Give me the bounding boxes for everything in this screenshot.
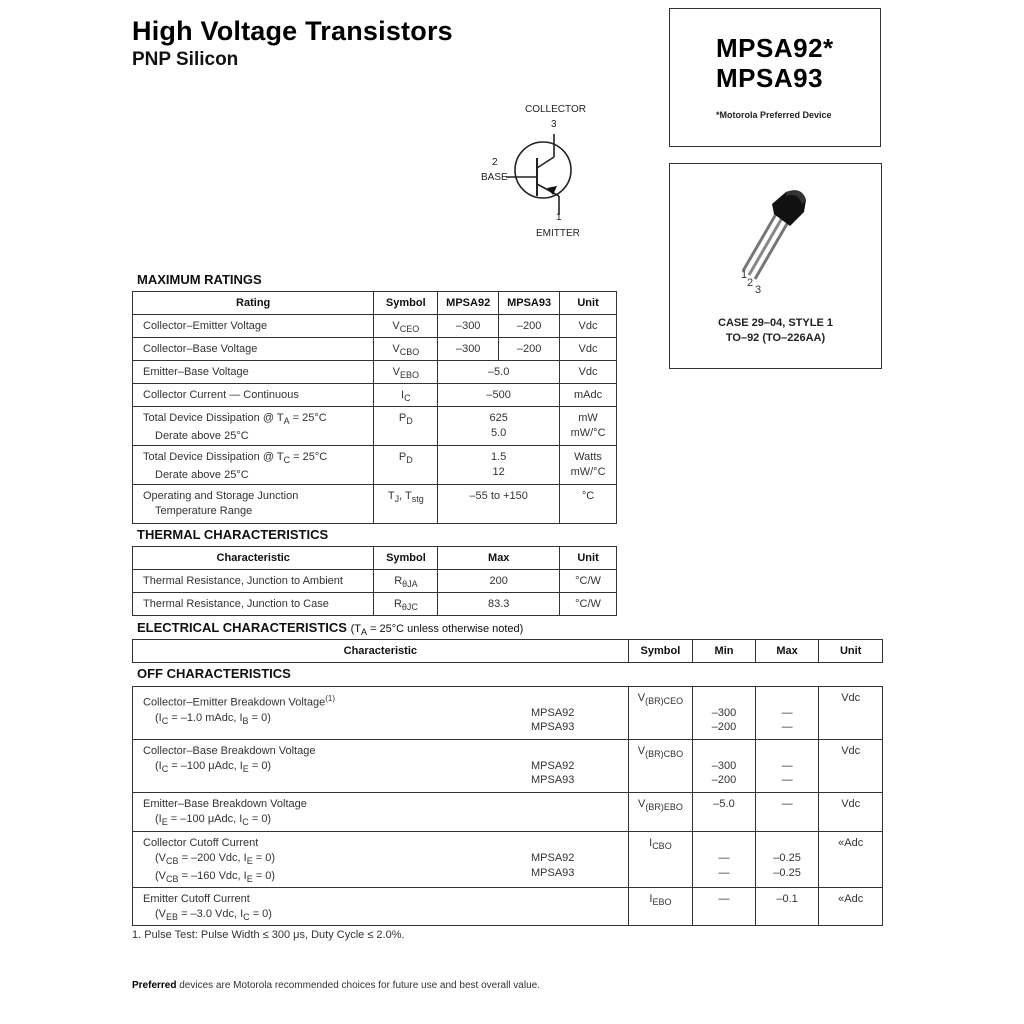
- preferred-bold: Preferred: [132, 980, 177, 991]
- unit-cell: Vdc: [819, 793, 883, 832]
- symbol-sub: D: [406, 416, 413, 426]
- unit-cell: °C/W: [560, 593, 617, 616]
- characteristic-cell: Thermal Resistance, Junction to Case: [133, 593, 374, 616]
- max-value: –0.1: [755, 888, 819, 926]
- device-list: MPSA92 MPSA93: [531, 760, 575, 786]
- electrical-header-table: [132, 639, 883, 663]
- cond-text: = 25°C unless otherwise noted): [366, 623, 524, 635]
- col-header-max: Max: [438, 547, 560, 570]
- value-line: 12: [492, 466, 505, 478]
- unit-cell: Vdc: [819, 740, 883, 793]
- page-subtitle: PNP Silicon: [132, 49, 239, 70]
- pin-label-2: 2: [747, 277, 754, 289]
- symbol-base: T: [387, 490, 395, 502]
- table-row: [133, 740, 883, 793]
- rating-text: = 25°C: [290, 451, 328, 463]
- thermal-table: [132, 546, 617, 616]
- characteristic-cell: [133, 793, 629, 832]
- unit-cell: Vdc: [560, 361, 617, 384]
- electrical-condition: [351, 623, 524, 635]
- symbol-base: P: [398, 451, 407, 463]
- rating-cell: [133, 446, 374, 485]
- electrical-title-text: ELECTRICAL CHARACTERISTICS: [137, 620, 347, 635]
- col-header-unit: Unit: [560, 292, 617, 315]
- characteristic-cell: [133, 888, 629, 926]
- unit-cell: «Adc: [819, 888, 883, 926]
- test-condition: ($V_{CB} = -160$ Vdc, $I_E = 0$): [155, 870, 276, 884]
- symbol-base: V: [392, 320, 400, 332]
- part-number-mpsa92: MPSA92*: [716, 33, 834, 63]
- max-ratings-title: MAXIMUM RATINGS: [137, 272, 262, 287]
- symbol-base: P: [398, 412, 407, 424]
- rating-cell: Emitter–Base Voltage: [133, 361, 374, 384]
- collector-label: COLLECTOR: [525, 104, 586, 115]
- symbol-base: R: [394, 575, 403, 587]
- table-header-row: [133, 640, 883, 663]
- cond-sub: A: [360, 627, 367, 637]
- char-name: Collector–Emitter Breakdown Voltage: [143, 696, 326, 709]
- shared-value: [438, 446, 560, 485]
- table-row: [133, 593, 617, 616]
- unit-cell: °C/W: [560, 570, 617, 593]
- emitter-pin-number: 1: [556, 212, 562, 223]
- footnote-ref: (1): [325, 694, 335, 703]
- unit-cell: Vdc: [560, 338, 617, 361]
- table-row: [133, 832, 883, 888]
- max-value: 200: [438, 570, 560, 593]
- min-value: — —: [693, 832, 756, 888]
- preferred-device-note: *Motorola Preferred Device: [716, 110, 832, 120]
- part-number-mpsa93: MPSA93: [716, 63, 824, 93]
- shared-value: –5.0: [438, 361, 560, 384]
- min-value: –5.0: [693, 793, 756, 832]
- characteristic-cell: [133, 832, 629, 888]
- value-line: 5.0: [491, 427, 507, 439]
- table-row: [133, 570, 617, 593]
- symbol-cell: [374, 407, 438, 446]
- min-value: —: [693, 888, 756, 926]
- min-value: –300 –200: [693, 687, 756, 740]
- unit-line: Watts: [574, 451, 602, 463]
- test-condition: ($V_{CB} = -200$ Vdc, $I_E = 0$): [155, 852, 276, 866]
- test-condition: ($I_C = -100$ μAdc, $I_E = 0$): [155, 760, 272, 774]
- char-name: Collector Cutoff Current: [143, 837, 259, 849]
- symbol-cell: $V_{(BR)CBO}$: [628, 740, 693, 793]
- pin-label-1: 1: [741, 269, 748, 281]
- symbol-cell: [374, 446, 438, 485]
- rating-text: Operating and Storage Junction: [143, 490, 299, 502]
- rating-text-line2: Temperature Range: [155, 505, 253, 517]
- symbol-cell: $I_{CBO}$: [628, 832, 693, 888]
- symbol-base: V: [392, 366, 400, 378]
- electrical-title: [137, 620, 523, 637]
- table-header-row: [133, 547, 617, 570]
- max-value: —: [755, 793, 819, 832]
- table-header-row: [133, 292, 617, 315]
- table-row: [133, 384, 617, 407]
- col-header-characteristic: Characteristic: [133, 547, 374, 570]
- symbol-sub: stg: [411, 494, 424, 504]
- cond-text: (T: [350, 623, 361, 635]
- characteristic-cell: Thermal Resistance, Junction to Ambient: [133, 570, 374, 593]
- mpsa93-value: –200: [499, 338, 560, 361]
- base-pin-number: 2: [492, 157, 498, 168]
- symbol-cell: $I_{EBO}$: [628, 888, 693, 926]
- symbol-base: I: [401, 389, 405, 401]
- symbol-sub: C: [404, 393, 411, 403]
- off-characteristics-table: [132, 686, 883, 926]
- char-name: Emitter Cutoff Current: [143, 893, 250, 905]
- unit-cell: [560, 446, 617, 485]
- max-value: 83.3: [438, 593, 560, 616]
- unit-cell: °C: [560, 485, 617, 524]
- rating-sub: A: [283, 416, 290, 426]
- symbol-cell: [374, 338, 438, 361]
- test-condition: ($I_E = -100$ μAdc, $I_C = 0$): [155, 813, 272, 827]
- symbol-cell: [374, 593, 438, 616]
- value-line: 1.5: [491, 451, 507, 463]
- table-row: [133, 338, 617, 361]
- mpsa93-value: –200: [499, 315, 560, 338]
- unit-cell: Vdc: [819, 687, 883, 740]
- case-style-label: CASE 29–04, STYLE 1: [718, 317, 833, 329]
- symbol-cell: [374, 384, 438, 407]
- shared-value: –55 to +150: [438, 485, 560, 524]
- symbol-cell: [374, 570, 438, 593]
- col-header-mpsa93: MPSA93: [499, 292, 560, 315]
- table-row: [133, 407, 617, 446]
- symbol-sub: θJA: [402, 579, 418, 589]
- package-type-label: TO–92 (TO–226AA): [725, 332, 826, 344]
- symbol-cell: [374, 485, 438, 524]
- symbol-sub: θJC: [401, 602, 418, 612]
- device-list: MPSA92 MPSA93: [531, 707, 575, 733]
- rating-text: = 25°C: [289, 412, 327, 424]
- preferred-devices-note: [132, 980, 540, 991]
- characteristic-cell: [133, 740, 629, 793]
- rating-derate: Derate above 25°C: [155, 430, 249, 442]
- table-row: [133, 793, 883, 832]
- shared-value: –500: [438, 384, 560, 407]
- symbol-base: R: [393, 598, 402, 610]
- table-row: [133, 446, 617, 485]
- characteristic-cell: [133, 687, 629, 740]
- table-row: [133, 361, 617, 384]
- rating-cell: Collector–Emitter Voltage: [133, 315, 374, 338]
- max-value: — —: [755, 740, 819, 793]
- rating-sub: C: [283, 455, 291, 465]
- unit-line: mW: [578, 412, 598, 424]
- part-number-box: [669, 8, 881, 147]
- symbol-base: V: [392, 343, 400, 355]
- shared-value: [438, 407, 560, 446]
- symbol-sub: CBO: [399, 347, 420, 357]
- rating-cell: Collector Current — Continuous: [133, 384, 374, 407]
- symbol-cell: $V_{(BR)EBO}$: [628, 793, 693, 832]
- unit-line: mW/°C: [570, 466, 606, 478]
- col-header-unit: Unit: [819, 640, 883, 663]
- page-title: High Voltage Transistors: [132, 16, 453, 46]
- col-header-mpsa92: MPSA92: [438, 292, 499, 315]
- value-line: 625: [489, 412, 508, 424]
- rating-text: Total Device Dissipation @ T: [143, 451, 284, 463]
- table-row: [133, 485, 617, 524]
- max-value: — —: [755, 687, 819, 740]
- col-header-symbol: Symbol: [374, 292, 438, 315]
- pnp-transistor-symbol: [470, 100, 620, 245]
- unit-cell: «Adc: [819, 832, 883, 888]
- rating-text: Total Device Dissipation @ T: [143, 412, 284, 424]
- device-list: MPSA92 MPSA93: [531, 852, 575, 879]
- table-row: [133, 315, 617, 338]
- package-case-box: [669, 163, 882, 369]
- rating-cell: [133, 407, 374, 446]
- transistor-schematic-icon: [470, 100, 620, 245]
- symbol-cell: [374, 361, 438, 384]
- preferred-text: devices are Motorola recommended choices for future use and best overall value.: [176, 980, 540, 991]
- symbol-cell: [374, 315, 438, 338]
- symbol-sub: D: [406, 455, 413, 465]
- col-header-symbol: Symbol: [628, 640, 693, 663]
- unit-cell: [560, 407, 617, 446]
- table-row: [133, 888, 883, 926]
- max-ratings-table: [132, 291, 617, 524]
- collector-pin-number: 3: [551, 119, 557, 130]
- col-header-min: Min: [693, 640, 756, 663]
- char-name: Collector–Base Breakdown Voltage: [143, 745, 316, 757]
- to92-package-icon: [710, 182, 820, 302]
- max-value: –0.25 –0.25: [755, 832, 819, 888]
- symbol-base: , T: [399, 490, 412, 502]
- off-characteristics-title: OFF CHARACTERISTICS: [137, 666, 291, 681]
- symbol-cell: $V_{(BR)CEO}$: [628, 687, 693, 740]
- col-header-characteristic: Characteristic: [133, 640, 629, 663]
- unit-cell: mAdc: [560, 384, 617, 407]
- symbol-sub: EBO: [399, 370, 419, 380]
- pin-label-3: 3: [755, 284, 762, 296]
- col-header-max: Max: [755, 640, 819, 663]
- char-name: Emitter–Base Breakdown Voltage: [143, 798, 307, 810]
- col-header-unit: Unit: [560, 547, 617, 570]
- symbol-sub: CEO: [399, 324, 420, 334]
- unit-line: mW/°C: [570, 427, 606, 439]
- rating-cell: Collector–Base Voltage: [133, 338, 374, 361]
- col-header-symbol: Symbol: [374, 547, 438, 570]
- emitter-label: EMITTER: [536, 228, 580, 239]
- rating-derate: Derate above 25°C: [155, 469, 249, 481]
- unit-cell: Vdc: [560, 315, 617, 338]
- test-condition: ($V_{EB} = -3.0$ Vdc, $I_C = 0$): [155, 908, 272, 922]
- mpsa92-value: –300: [438, 315, 499, 338]
- test-condition: ($I_C = -1.0$ mAdc, $I_B = 0$): [155, 711, 271, 726]
- base-label: BASE: [481, 172, 508, 183]
- min-value: –300 –200: [693, 740, 756, 793]
- footnote: 1. Pulse Test: Pulse Width ≤ 300 μs, Duty Cycle ≤ 2.0%.: [132, 929, 405, 941]
- thermal-title: THERMAL CHARACTERISTICS: [137, 527, 329, 542]
- col-header-rating: Rating: [133, 292, 374, 315]
- mpsa92-value: –300: [438, 338, 499, 361]
- symbol-sub: J: [394, 494, 400, 504]
- table-row: [133, 687, 883, 740]
- rating-cell: [133, 485, 374, 524]
